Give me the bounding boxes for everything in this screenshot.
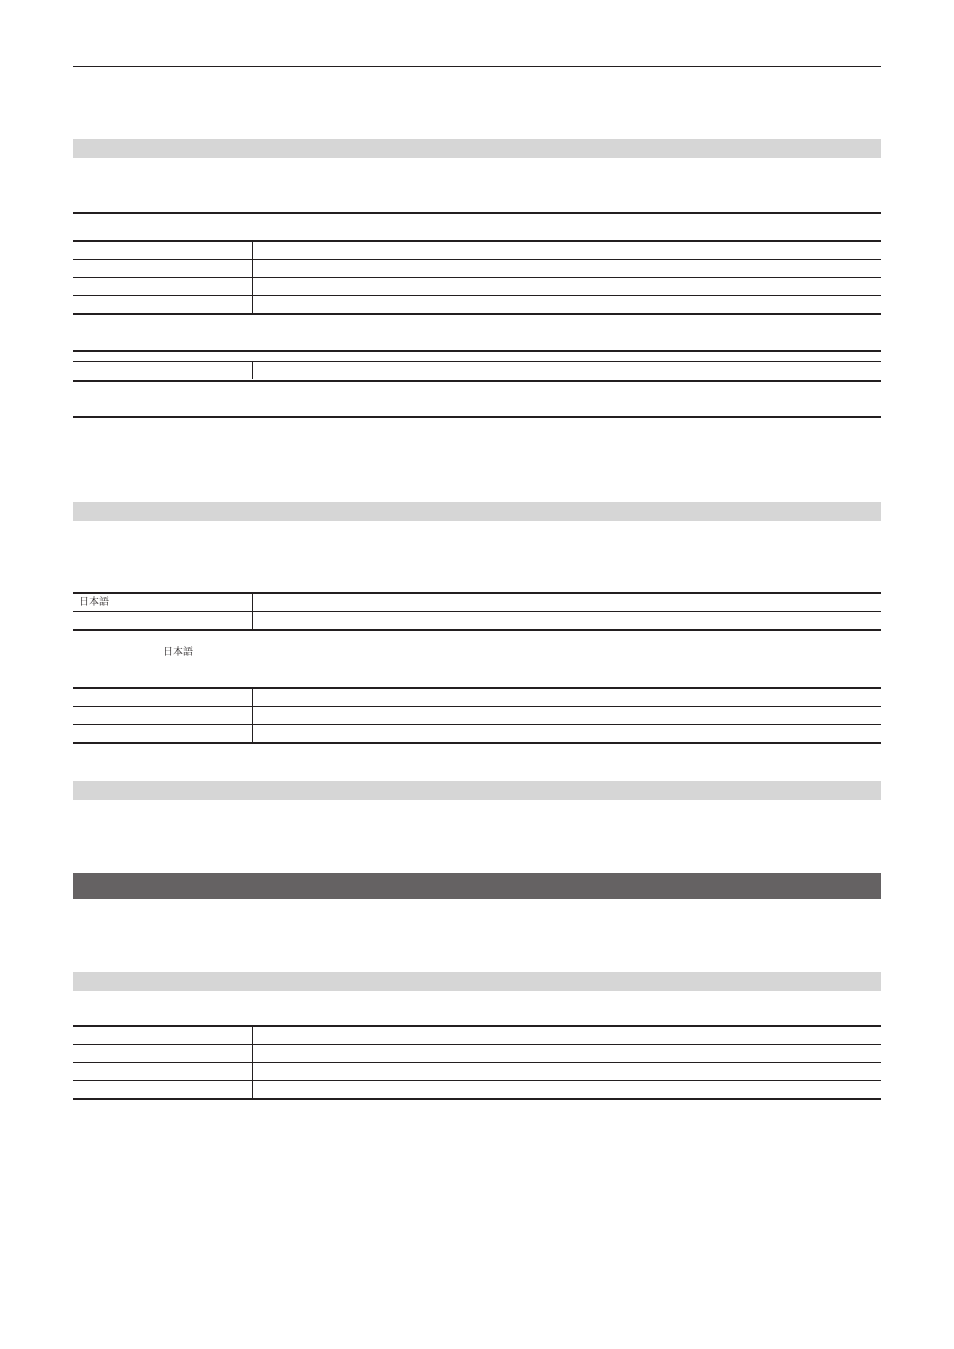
table-cell-label — [73, 278, 253, 296]
table-cell-value — [253, 612, 882, 631]
table-bottom-rule — [73, 416, 881, 418]
table-cell-label — [73, 241, 253, 260]
table-cell-value — [253, 593, 882, 612]
table-title-rule — [73, 350, 881, 352]
table-bottom-rule — [73, 380, 881, 382]
table-row — [73, 1045, 881, 1063]
table-cell-value — [253, 241, 882, 260]
table-cell-label — [73, 725, 253, 744]
settings-table — [73, 687, 881, 744]
table-cell-label — [73, 1026, 253, 1045]
chapter-heading-bar — [73, 873, 881, 899]
table-cell-label — [73, 1063, 253, 1081]
settings-table — [73, 1025, 881, 1100]
table-cell-label — [73, 1045, 253, 1063]
table-cell-value — [253, 688, 882, 707]
section-heading-bar — [73, 139, 881, 158]
table-row — [73, 362, 881, 379]
section-heading-bar — [73, 502, 881, 521]
table-row — [73, 1026, 881, 1045]
table-row — [73, 241, 881, 260]
table-row — [73, 278, 881, 296]
table-row — [73, 260, 881, 278]
table-row — [73, 593, 881, 612]
table-row — [73, 296, 881, 315]
section-heading-bar — [73, 781, 881, 800]
table-cell-value — [253, 1063, 882, 1081]
table-cell-value — [253, 362, 882, 379]
table-cell-label — [73, 688, 253, 707]
table-cell-label — [73, 612, 253, 631]
table-cell-value — [253, 296, 882, 315]
table-cell-label — [73, 296, 253, 315]
table-title-rule — [73, 212, 881, 214]
language-table — [73, 592, 881, 631]
table-cell-value — [253, 725, 882, 744]
table-cell-label: 日本語 — [73, 593, 253, 612]
table-cell-label — [73, 1081, 253, 1100]
table-cell-label — [73, 707, 253, 725]
table-row — [73, 725, 881, 744]
table-cell-value — [253, 260, 882, 278]
table-cell-value — [253, 707, 882, 725]
table-row — [73, 612, 881, 631]
table-row — [73, 1063, 881, 1081]
table-cell-label — [73, 362, 253, 379]
table-cell-value — [253, 1045, 882, 1063]
section-heading-bar — [73, 972, 881, 991]
table-cell-label — [73, 260, 253, 278]
table-row — [73, 707, 881, 725]
note-text: 日本語 — [163, 647, 193, 658]
settings-table — [73, 240, 881, 315]
table-row — [73, 688, 881, 707]
table-row — [73, 1081, 881, 1100]
table-cell-value — [253, 278, 882, 296]
settings-table — [73, 362, 881, 379]
table-cell-value — [253, 1026, 882, 1045]
table-cell-value — [253, 1081, 882, 1100]
page-header-rule — [73, 66, 881, 67]
